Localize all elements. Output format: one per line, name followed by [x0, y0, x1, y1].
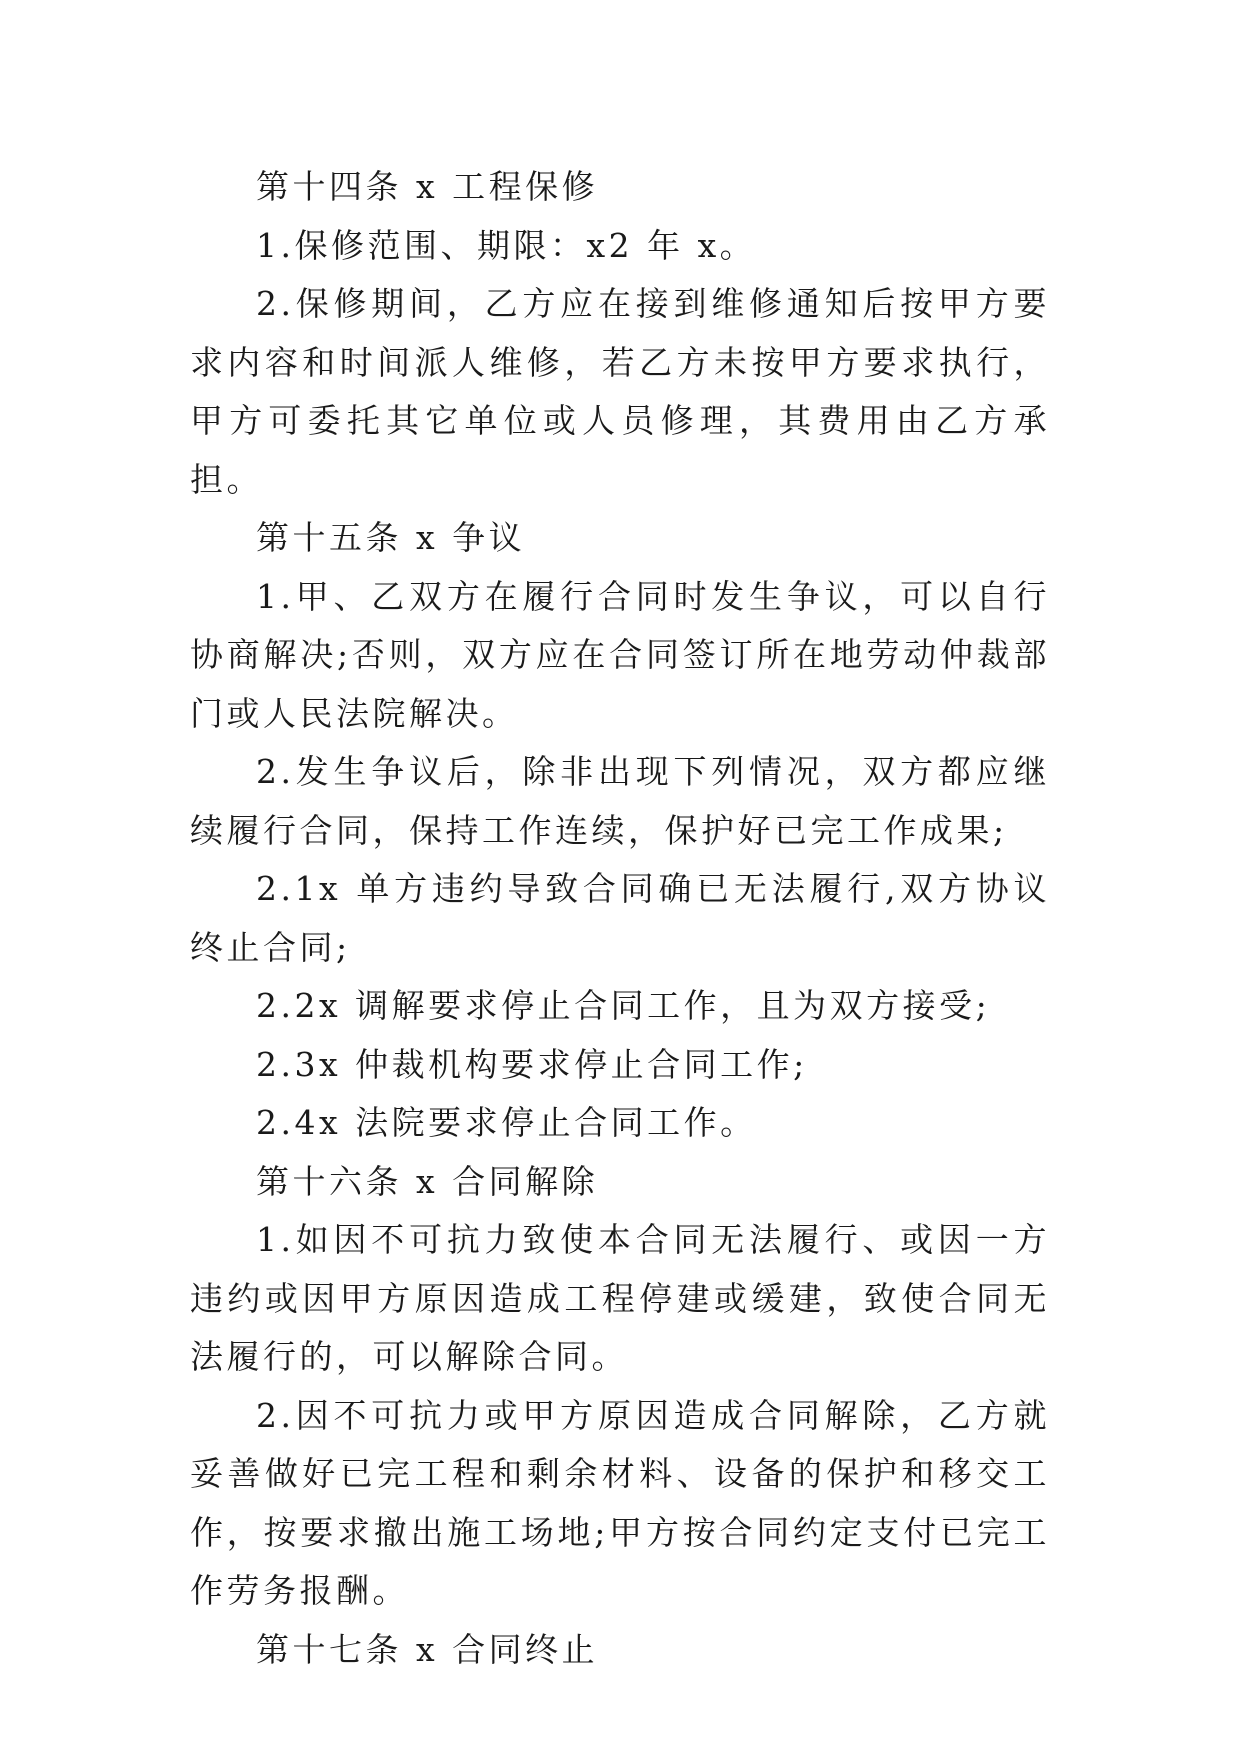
- document-body: [190, 158, 1050, 1679]
- article-15-heading: 第十五条 x 争议: [256, 518, 526, 557]
- article-15-clause-2-4: 2.4x 法院要求停止合同工作。: [256, 1103, 757, 1142]
- article-16-clause-1: 1.如因不可抗力致使本合同无法履行、或因一方违约或因甲方原因造成工程停建或缓建，致使合同无法履行的，可以解除合同。: [190, 1220, 1050, 1376]
- article-15-clause-2: 2.发生争议后，除非出现下列情况，双方都应继续履行合同，保持工作连续，保护好已完工作成果;: [190, 752, 1050, 850]
- article-15-clause-2-3: 2.3x 仲裁机构要求停止合同工作;: [256, 1044, 808, 1084]
- article-16-heading: 第十六条 x 合同解除: [256, 1161, 599, 1201]
- article-16-clause-2: 2.因不可抗力或甲方原因造成合同解除，乙方就妥善做好已完工程和剩余材料、设备的保护和移交工作，按要求撤出施工场地;甲方按合同约定支付已完工作劳务报酬。: [190, 1395, 1050, 1610]
- article-15-clause-2-1: 2.1x 单方违约导致合同确已无法履行,双方协议终止合同;: [190, 869, 1050, 967]
- article-17-heading: 第十七条 x 合同终止: [256, 1629, 599, 1669]
- article-14-clause-2: 2.保修期间，乙方应在接到维修通知后按甲方要求内容和时间派人维修，若乙方未按甲方要求执行，甲方可委托其它单位或人员修理，其费用由乙方承担。: [190, 284, 1050, 499]
- article-15-clause-2-2: 2.2x 调解要求停止合同工作，且为双方接受;: [256, 986, 991, 1025]
- article-14-heading: 第十四条 x 工程保修: [256, 167, 599, 206]
- article-14-clause-1: 1.保修范围、期限：x2 年 x。: [256, 225, 757, 265]
- article-15-clause-1: 1.甲、乙双方在履行合同时发生争议，可以自行协商解决;否则，双方应在合同签订所在地劳动仲裁部门或人民法院解决。: [190, 576, 1050, 733]
